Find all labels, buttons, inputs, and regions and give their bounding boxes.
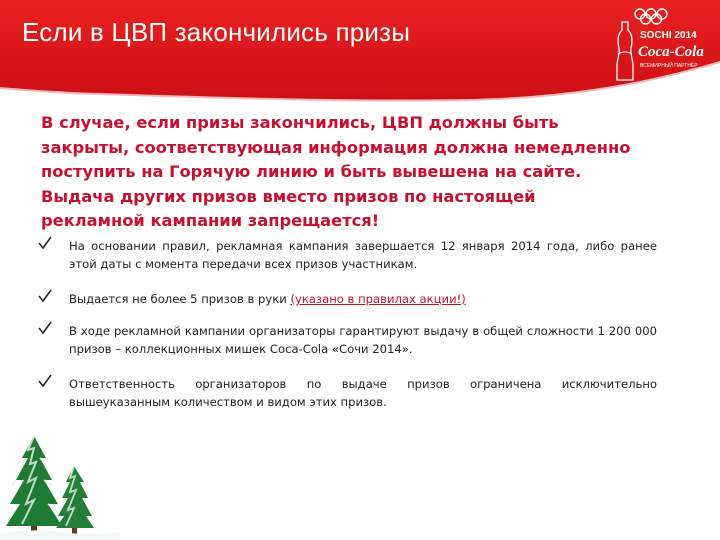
- checkmark-icon: [38, 236, 52, 250]
- list-item-text: Ответственность организаторов по выдаче призов ограничена исключительно вышеуказанным количеством и видом этих призов.: [69, 377, 657, 409]
- bottle-icon: [617, 22, 633, 80]
- lead-warning-text: В случае, если призы закончились, ЦВП должны быть закрыты, соответствующая информация должна немедленно поступить на Горячую линию и быть вывешена на сайте. Выдача других призов вместо призов по настоящей рекламной кампании запрещается!: [41, 113, 631, 230]
- sochi-coca-cola-logo: [600, 4, 718, 90]
- svg-text:SOCHI 2014: SOCHI 2014: [640, 30, 697, 41]
- page-title: Если в ЦВП закончились призы: [22, 17, 411, 47]
- checkmark-icon: [38, 374, 52, 388]
- list-item-text-main: Выдается не более 5 призов в руки: [69, 292, 291, 306]
- christmas-tree-icon: [0, 420, 120, 540]
- olympic-rings-icon: [635, 9, 667, 24]
- checkmark-icon: [38, 321, 52, 335]
- list-item-text: [69, 291, 657, 309]
- list-item-text: На основании правил, рекламная кампания завершается 12 января 2014 года, либо ранее этой даты с момента передачи всех призов участникам.: [69, 239, 657, 271]
- svg-text:ВСЕМИРНЫЙ ПАРТНЁР: ВСЕМИРНЫЙ ПАРТНЁР: [640, 63, 698, 69]
- list-item-text: В ходе рекламной кампании организаторы гарантируют выдачу в общей сложности 1 200 000 призов – коллекционных мишек Coca-Cola «Сочи 2014».: [69, 324, 657, 356]
- header-banner: [0, 0, 720, 108]
- tree-left: [6, 436, 62, 534]
- rules-highlight-link: (указано в правилах акции!): [290, 292, 466, 306]
- svg-text:Coca-Cola: Coca-Cola: [638, 44, 704, 60]
- checkmark-icon: [38, 289, 52, 303]
- tree-right: [56, 466, 94, 535]
